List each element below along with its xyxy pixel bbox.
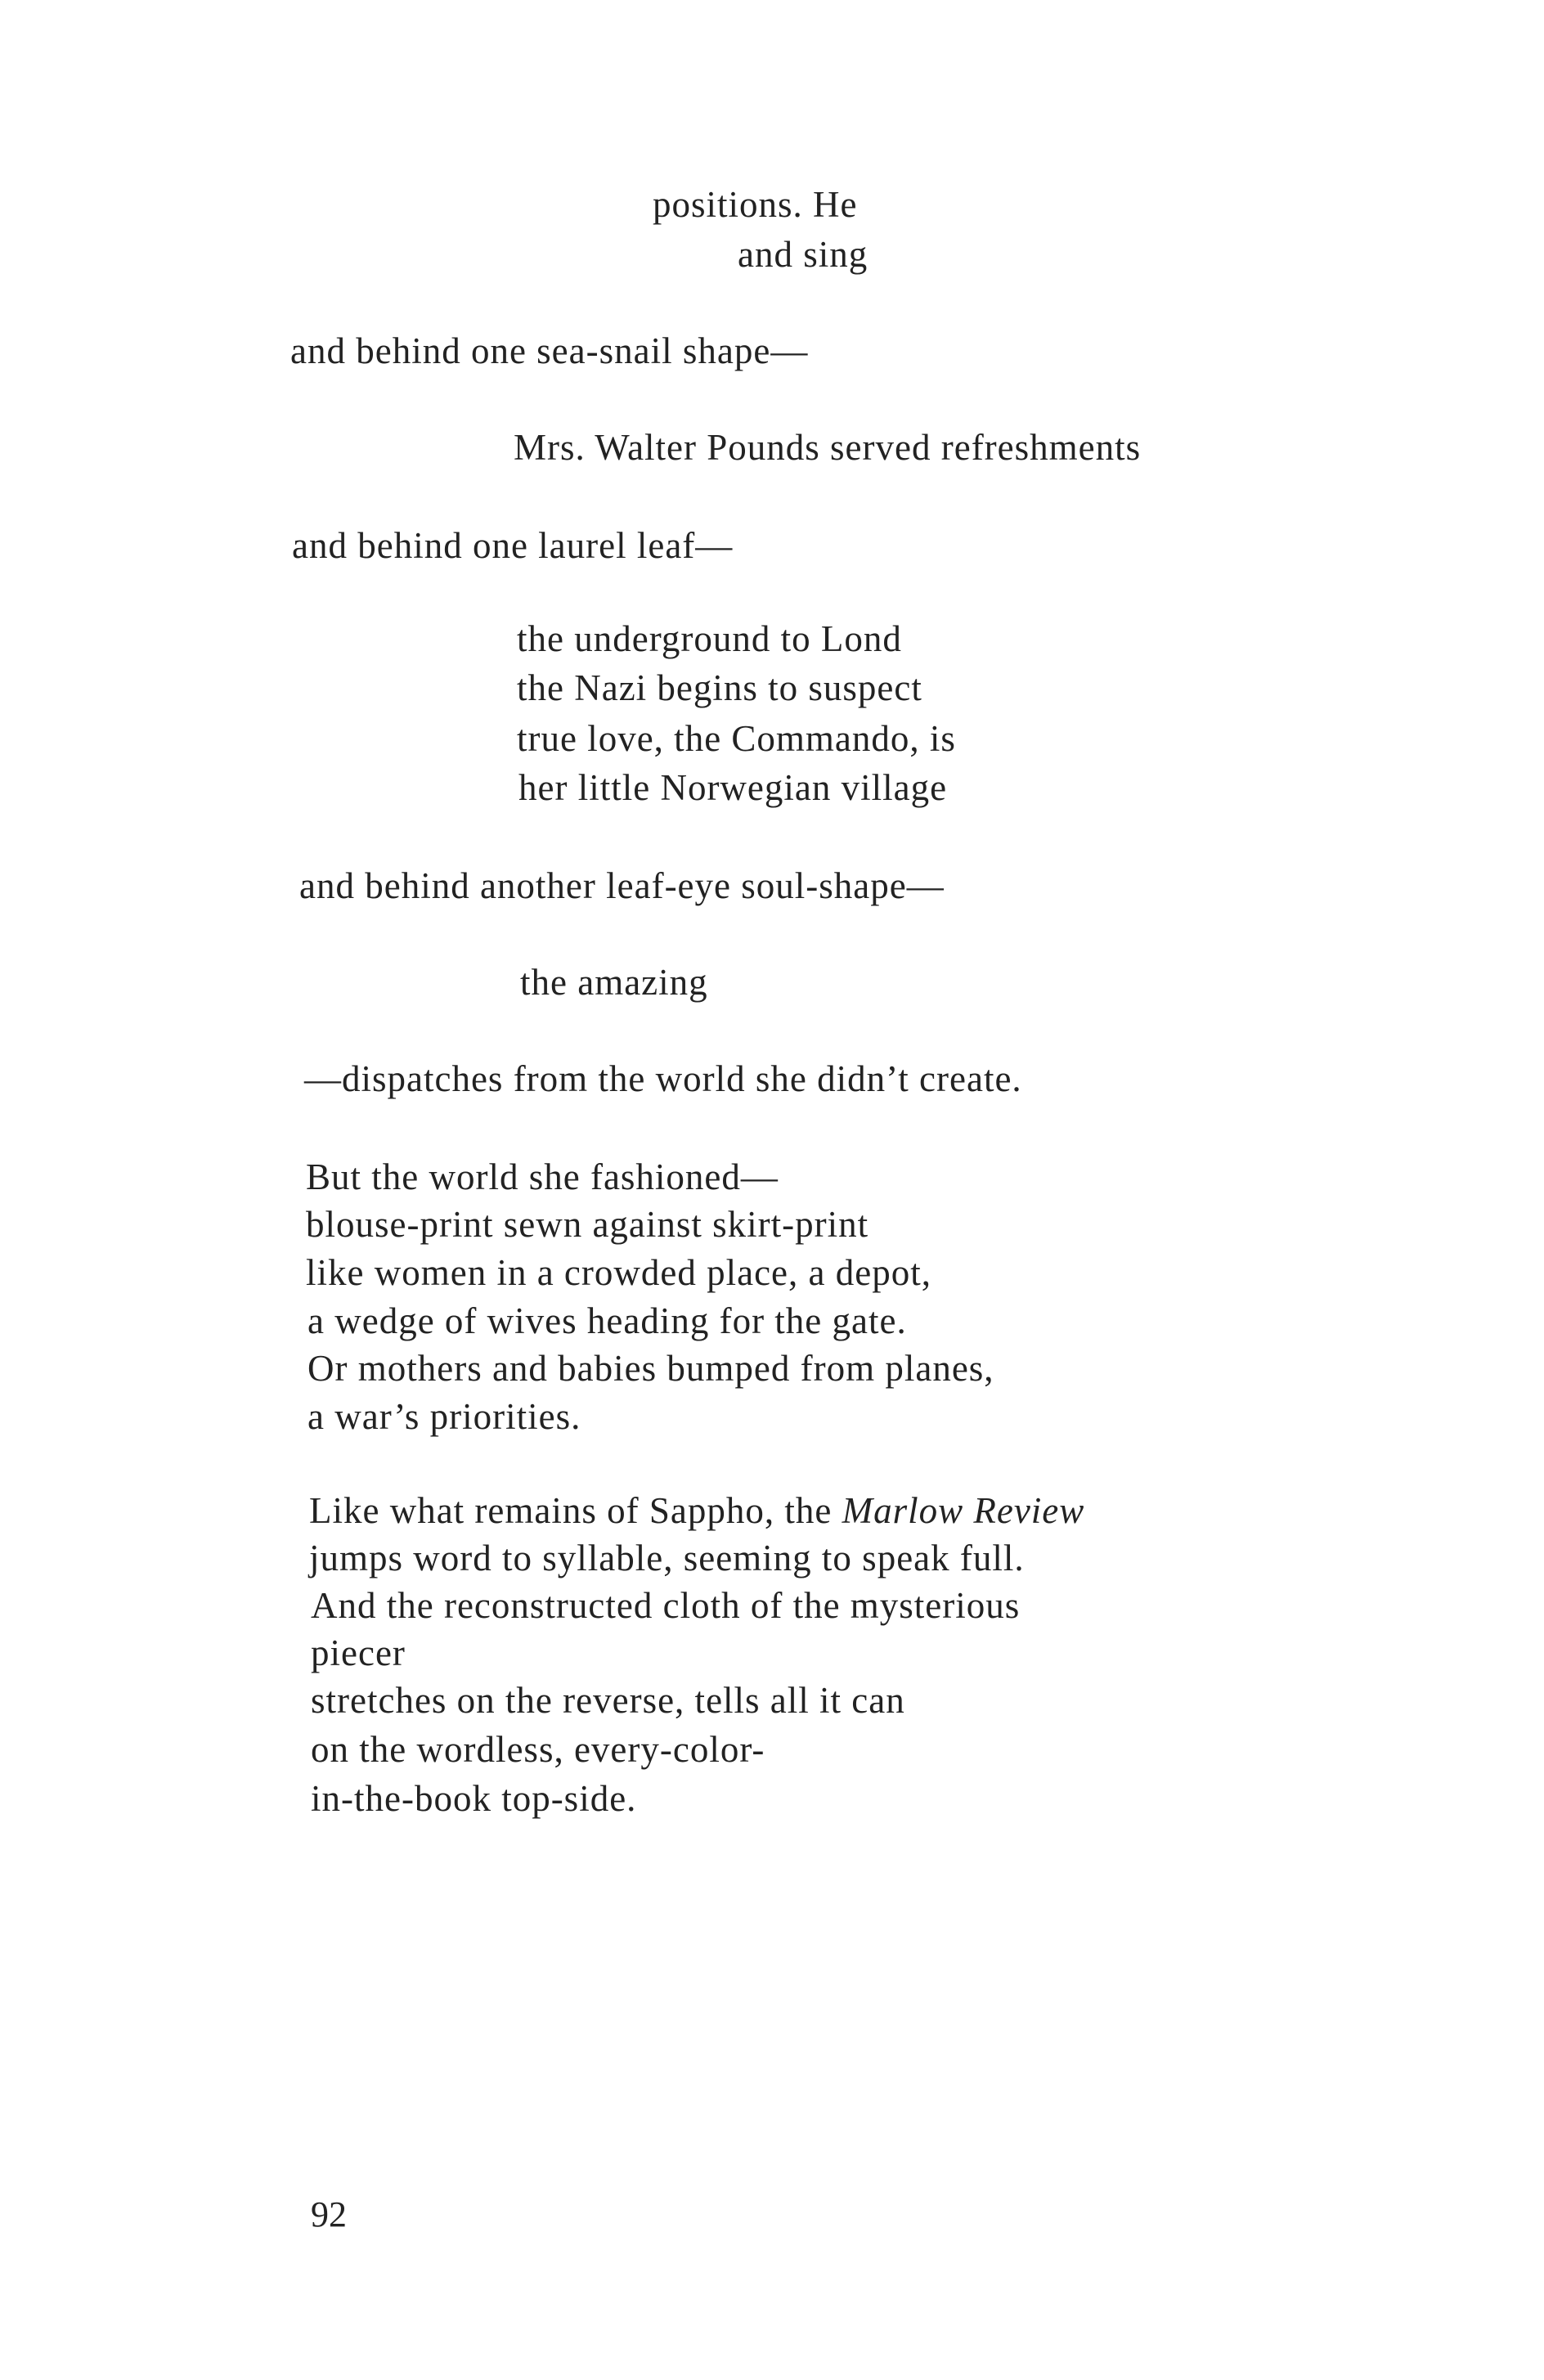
poem-line: piecer: [311, 1632, 406, 1673]
poem-line: Or mothers and babies bumped from planes,: [307, 1348, 994, 1389]
poem-line: and sing: [738, 234, 868, 275]
poem-line-sappho: [309, 1487, 1084, 1534]
poem-line: and behind one sea-snail shape—: [290, 330, 809, 371]
poem-line: the Nazi begins to suspect: [517, 667, 922, 708]
poem-line: And the reconstructed cloth of the mysterious: [311, 1585, 1021, 1626]
poem-line: —dispatches from the world she didn’t create.: [304, 1058, 1022, 1099]
page-number: 92: [311, 2194, 347, 2234]
poem-line: on the wordless, every-color-: [311, 1729, 765, 1770]
poem-line: a war’s priorities.: [307, 1396, 581, 1437]
poem-line: her little Norwegian village: [518, 767, 948, 808]
poem-line: like women in a crowded place, a depot,: [306, 1252, 931, 1293]
poem-line: the underground to Lond: [517, 618, 902, 659]
poem-line: But the world she fashioned—: [306, 1156, 779, 1197]
poem-line: stretches on the reverse, tells all it can: [311, 1680, 905, 1721]
poem-line: Mrs. Walter Pounds served refreshments: [514, 427, 1142, 468]
poem-line: a wedge of wives heading for the gate.: [307, 1300, 907, 1341]
poem-line: the amazing: [520, 962, 708, 1003]
poem-line: and behind one laurel leaf—: [292, 525, 734, 566]
poem-line: positions. He: [653, 184, 858, 225]
sappho-line-text: Like what remains of Sappho, the: [309, 1490, 842, 1531]
poem-line: and behind another leaf-eye soul-shape—: [299, 865, 945, 906]
poem-line: true love, the Commando, is: [517, 718, 956, 759]
poem-line: in-the-book top-side.: [311, 1778, 637, 1819]
poem-line: blouse-print sewn against skirt-print: [306, 1204, 869, 1245]
periodical-title: Marlow Review: [842, 1490, 1085, 1531]
poem-line: jumps word to syllable, seeming to speak full.: [309, 1538, 1025, 1578]
